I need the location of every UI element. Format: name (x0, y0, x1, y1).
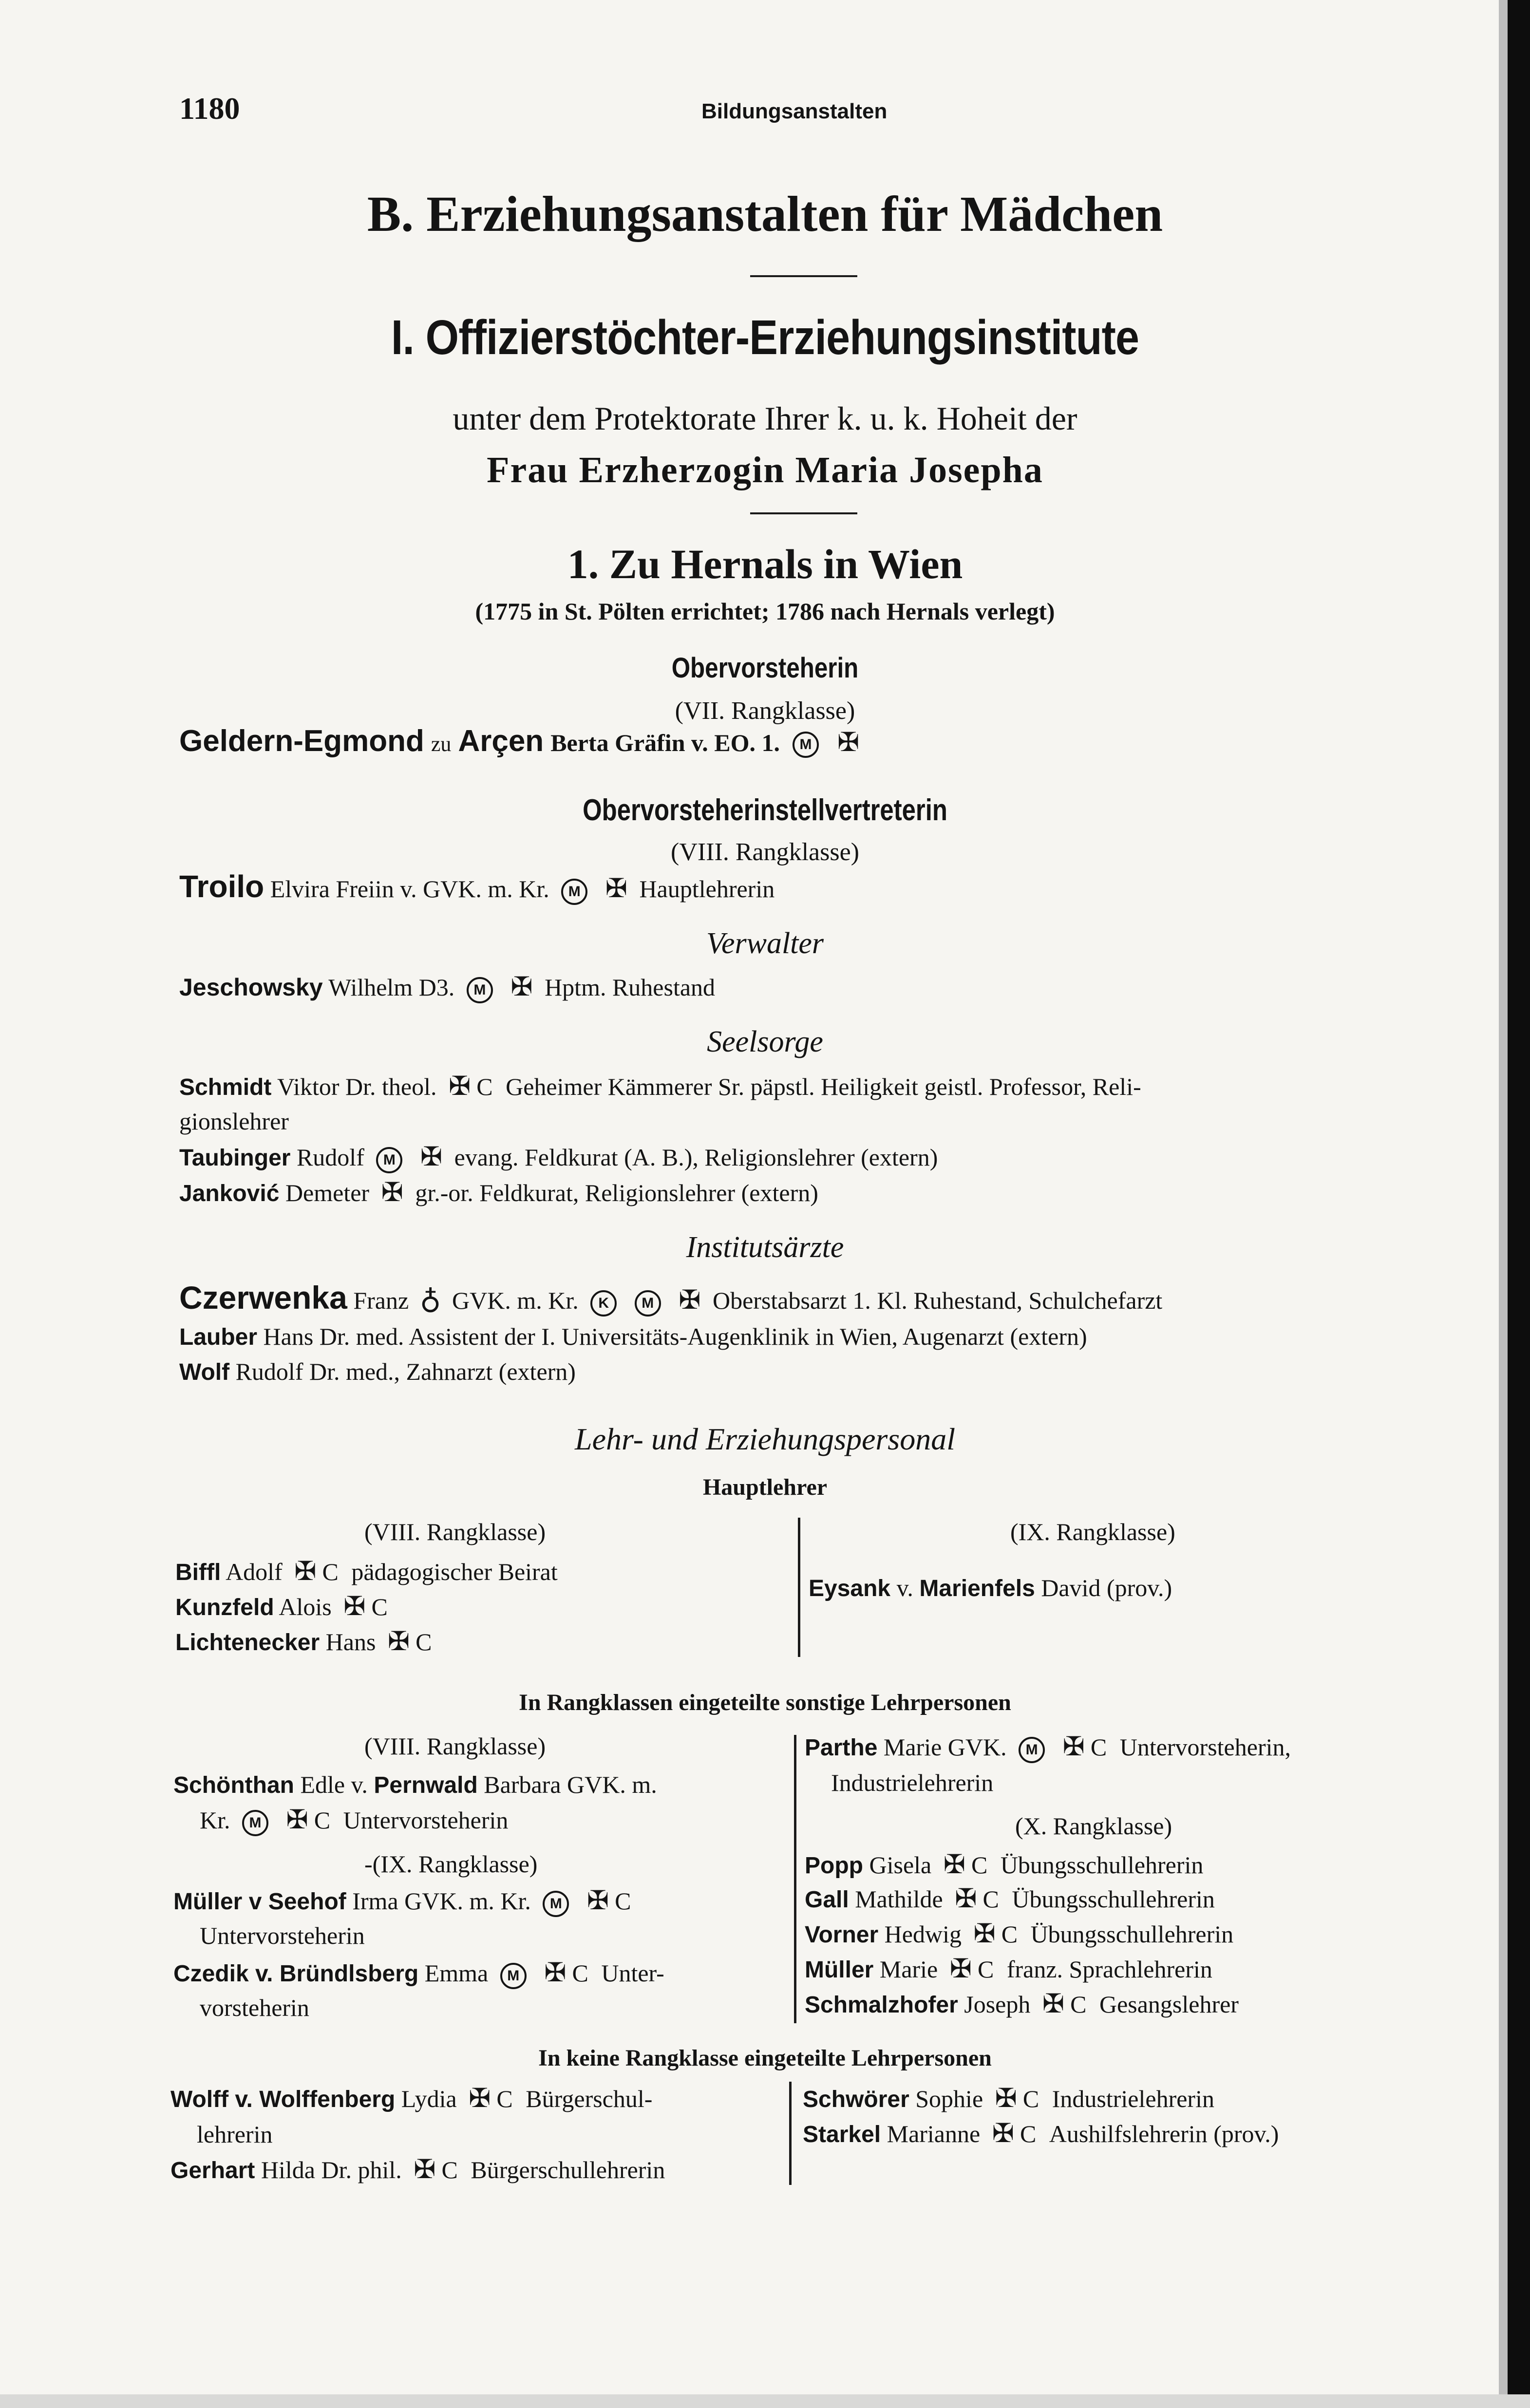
person-details: Hans Dr. med. Assistent der I. Universitäts-Augenklinik in Wien, Augenarzt (extern) (263, 1323, 1087, 1350)
cross-c-suffix: C (322, 1558, 339, 1585)
person-details: Mathilde (855, 1885, 943, 1913)
cross-c-suffix: C (1022, 2085, 1039, 2112)
person-details: Kr. (200, 1806, 230, 1834)
entry-mueller-marie (805, 1954, 1212, 1985)
person-name: Wolff v. Wolffenberg (170, 2087, 396, 2112)
cross-icon: ✠ (544, 1957, 567, 1988)
entry-gerhart (170, 2155, 665, 2185)
cross-icon: ✠ (343, 1591, 366, 1621)
person-role: Gesangslehrer (1099, 1991, 1239, 2018)
person-details: Lydia (401, 2085, 457, 2112)
column-divider (789, 2082, 792, 2185)
cross-icon: ✠ (679, 1284, 701, 1315)
person-role: franz. Sprachlehrerin (1006, 1956, 1212, 1983)
person-details: Franz (353, 1287, 409, 1314)
person-name: Popp (805, 1853, 863, 1879)
cross-icon: ✠ (995, 2083, 1017, 2113)
seelsorge-heading: Seelsorge (707, 1025, 823, 1058)
entry-czedik (173, 1958, 664, 1989)
person-role: Unter- (601, 1959, 664, 1987)
person-details: Marie GVK. (883, 1733, 1007, 1761)
entry-schmidt-cont (179, 1107, 289, 1136)
entry-biffl (175, 1557, 558, 1587)
entry-schwoerer (803, 2084, 1214, 2114)
entry-troilo (179, 869, 775, 905)
person-role: Bürgerschullehrerin (471, 2156, 665, 2183)
entry-lauber (179, 1322, 1087, 1352)
stellvertreterin-heading: Obervorsteherinstellvertreterin (583, 793, 947, 827)
entry-kunzfeld (175, 1592, 388, 1622)
person-name: Müller v Seehof (173, 1889, 346, 1915)
entry-jeschowsky (179, 972, 715, 1003)
m-badge-icon: M (1019, 1737, 1045, 1763)
divider (750, 512, 857, 514)
particle: v. (896, 1574, 913, 1601)
person-name: Gall (805, 1887, 849, 1913)
person-name: Schmidt (179, 1074, 272, 1100)
person-name: Müller (805, 1957, 874, 1983)
m-badge-icon: M (242, 1810, 268, 1836)
cross-icon: ✠ (469, 2083, 491, 2113)
entry-czerwenka (179, 1279, 1163, 1317)
person-role: Untervorsteherin (343, 1806, 509, 1834)
person-details: Viktor Dr. theol. (277, 1073, 437, 1100)
m-badge-icon: M (376, 1147, 402, 1173)
entry-eysank (809, 1573, 1172, 1603)
person-role: Geheimer Kämmerer Sr. päpstl. Heiligkeit geistl. Professor, Reli- (506, 1073, 1141, 1100)
cross-icon: ✠ (992, 2118, 1014, 2148)
cross-c-suffix: C (1001, 1920, 1018, 1948)
cross-icon: ✠ (294, 1556, 317, 1586)
person-name: Geldern-Egmond (179, 724, 424, 758)
person-role: Übungsschullehrerin (1000, 1851, 1204, 1879)
person-details: Wilhelm D3. (328, 974, 455, 1001)
person-name: Gerhart (170, 2158, 255, 2183)
rank-label: (X. Rangklasse) (1015, 1812, 1172, 1840)
person-role: Industrielehrerin (1052, 2085, 1214, 2112)
cross-icon: ✠ (955, 1883, 977, 1914)
cross-icon: ✠ (586, 1885, 609, 1916)
person-details: Elvira Freiin v. GVK. m. Kr. (270, 875, 549, 903)
cross-icon: ✠ (510, 971, 533, 1002)
obervorsteherin-heading: Obervorsteherin (671, 652, 859, 684)
person-role: vorsteherin (200, 1994, 309, 2021)
person-role: gr.-or. Feldkurat, Religionslehrer (extern) (415, 1179, 818, 1206)
person-details: Demeter (285, 1179, 370, 1206)
keine-heading: In keine Rangklasse eingeteilte Lehrpersonen (538, 2045, 992, 2071)
cross-icon: ✠ (943, 1849, 965, 1880)
person-name: Kunzfeld (175, 1595, 274, 1620)
rank-label: (VIII. Rangklasse) (364, 1518, 546, 1545)
lehr-heading: Lehr- und Erziehungspersonal (575, 1422, 955, 1456)
entry-popp (805, 1850, 1203, 1881)
person-role: gionslehrer (179, 1108, 289, 1135)
entry-geldern (179, 724, 865, 759)
hauptlehrer-heading: Hauptlehrer (702, 1474, 828, 1500)
person-role: Aushilfslehrerin (prov.) (1049, 2120, 1279, 2147)
entry-czedik-cont (200, 1993, 309, 2022)
person-role: Übungsschullehrerin (1030, 1920, 1234, 1948)
person-name: Arçen (458, 724, 544, 758)
person-name: Taubinger (179, 1145, 291, 1171)
m-badge-icon: M (561, 879, 587, 905)
entry-gall (805, 1884, 1215, 1915)
cross-icon: ✠ (949, 1953, 972, 1984)
person-name: Marienfels (919, 1576, 1035, 1601)
person-name: Czedik v. Bründlsberg (173, 1961, 419, 1987)
person-details: David (prov.) (1041, 1574, 1172, 1601)
entry-parthe (805, 1732, 1291, 1763)
person-details: Hilda Dr. phil. (261, 2156, 402, 2183)
person-name: Eysank (809, 1576, 891, 1601)
protectorate-name: Frau Erzherzogin Maria Josepha (487, 450, 1043, 490)
cross-icon: ✠ (973, 1918, 996, 1949)
person-name: Schwörer (803, 2087, 909, 2112)
person-details: Sophie (915, 2085, 983, 2112)
section-title: B. Erziehungsanstalten für Mädchen (367, 186, 1163, 242)
person-role: Bürgerschul- (526, 2085, 653, 2112)
person-role: Hptm. Ruhestand (545, 974, 716, 1001)
cross-c-suffix: C (441, 2156, 458, 2183)
m-badge-icon: M (543, 1891, 569, 1917)
cross-c-suffix: C (1020, 2120, 1037, 2147)
person-details: Marie (879, 1956, 938, 1983)
institute-note: (1775 in St. Pölten errichtet; 1786 nach Hernals verlegt) (475, 598, 1055, 625)
person-name: Troilo (179, 869, 264, 904)
person-role: lehrerin (197, 2121, 273, 2148)
cross-c-suffix: C (476, 1073, 493, 1100)
cross-icon: ✠ (1042, 1988, 1065, 2019)
person-details: Adolf (226, 1558, 283, 1585)
cross-c-suffix: C (371, 1593, 388, 1620)
cross-c-suffix: C (496, 2085, 513, 2112)
rank-label: (VIII. Rangklasse) (671, 838, 859, 866)
person-role: evang. Feldkurat (A. B.), Religionslehrer (extern) (454, 1144, 938, 1171)
particle: zu (431, 732, 452, 756)
k-badge-icon: K (590, 1290, 617, 1317)
entry-schmalzhofer (805, 1989, 1239, 2020)
person-role: Übungsschullehrerin (1012, 1885, 1215, 1913)
entry-schoenthan-cont (200, 1805, 508, 1836)
cross-c-suffix: C (1090, 1733, 1107, 1761)
cross-c-suffix: C (971, 1851, 988, 1879)
m-badge-icon: M (500, 1963, 527, 1989)
entry-parthe-cont (831, 1768, 993, 1797)
person-role: Industrielehrerin (831, 1769, 994, 1796)
rank-label: -(IX. Rangklasse) (364, 1850, 538, 1878)
aerzte-heading: Institutsärzte (686, 1231, 844, 1264)
cross-icon: ✠ (387, 1626, 410, 1656)
cross-c-suffix: C (1070, 1991, 1087, 2018)
rank-label: (VIII. Rangklasse) (364, 1732, 546, 1760)
person-details: Hans (325, 1628, 376, 1656)
column-divider (798, 1518, 800, 1657)
person-name: Biffl (175, 1560, 221, 1585)
person-name: Jeschowsky (179, 974, 323, 1001)
cross-icon: ✠ (448, 1071, 471, 1101)
entry-taubinger (179, 1142, 938, 1173)
person-details: Irma GVK. m. Kr. (352, 1887, 531, 1915)
person-name: Lauber (179, 1324, 258, 1350)
person-role: Untervorsteherin (200, 1922, 365, 1949)
page-number: 1180 (179, 91, 240, 126)
person-name: Vorner (805, 1922, 879, 1948)
entry-mueller-seehof-cont (200, 1921, 365, 1950)
person-details: Alois (279, 1593, 332, 1620)
cross-c-suffix: C (314, 1806, 331, 1834)
person-name: Janković (179, 1181, 280, 1206)
cross-icon: ✠ (420, 1141, 443, 1172)
entry-vorner (805, 1919, 1233, 1950)
entry-schmidt (179, 1072, 1141, 1102)
person-details: Hedwig (884, 1920, 962, 1948)
entry-wolff (170, 2084, 652, 2114)
rank-label: (IX. Rangklasse) (1010, 1518, 1175, 1545)
m-badge-icon: M (635, 1290, 661, 1317)
person-name: Schmalzhofer (805, 1992, 958, 2018)
entry-wolff-cont (197, 2120, 272, 2149)
cross-icon: ✠ (414, 2154, 436, 2184)
person-name: Schönthan (173, 1772, 294, 1798)
person-name: Parthe (805, 1735, 878, 1761)
cross-icon: ✠ (286, 1804, 308, 1835)
column-divider (794, 1735, 796, 2023)
cross-icon: ✠ (381, 1177, 403, 1207)
person-role: pädagogischer Beirat (351, 1558, 558, 1585)
person-role: Hauptlehrerin (639, 875, 775, 903)
cross-icon: ✠ (1062, 1731, 1085, 1762)
cross-c-suffix: C (416, 1628, 432, 1656)
person-role: Untervorsteherin, (1119, 1733, 1291, 1761)
person-name: Pernwald (374, 1772, 478, 1798)
entry-mueller-seehof (173, 1886, 631, 1917)
medal-icon: ♁ (419, 1283, 441, 1315)
cross-icon: ✠ (837, 727, 860, 757)
person-role: Oberstabsarzt 1. Kl. Ruhestand, Schulchefarzt (713, 1287, 1163, 1314)
person-details: Gisela (869, 1851, 932, 1879)
subsection-title: I. Offizierstöchter-Erziehungsinstitute (391, 310, 1139, 365)
person-name: Czerwenka (179, 1279, 347, 1316)
person-details: Joseph (964, 1991, 1031, 2018)
rank-label: (VII. Rangklasse) (675, 697, 855, 725)
sonstige-heading: In Rangklassen eingeteilte sonstige Lehrpersonen (519, 1690, 1011, 1715)
cross-c-suffix: C (615, 1887, 631, 1915)
cross-c-suffix: C (982, 1885, 999, 1913)
verwalter-heading: Verwalter (706, 927, 824, 960)
divider (750, 275, 857, 277)
entry-lichtenecker (175, 1627, 432, 1657)
person-details: Emma (424, 1959, 489, 1987)
institute-title: 1. Zu Hernals in Wien (567, 541, 963, 587)
page-edge-bottom (0, 2394, 1530, 2408)
running-title: Bildungsanstalten (701, 99, 888, 123)
protectorate-line: unter dem Protektorate Ihrer k. u. k. Hoheit der (453, 400, 1077, 437)
cross-c-suffix: C (978, 1956, 994, 1983)
entry-schoenthan (173, 1770, 657, 1800)
entry-wolf (179, 1357, 576, 1387)
entry-jankovic (179, 1178, 818, 1208)
m-badge-icon: M (793, 732, 819, 758)
particle: Edle v. (300, 1771, 368, 1798)
person-details: Berta Gräfin v. EO. 1. (550, 729, 780, 756)
entry-starkel (803, 2119, 1279, 2149)
person-details: Rudolf (296, 1144, 364, 1171)
cross-c-suffix: C (572, 1959, 588, 1987)
person-name: Lichtenecker (175, 1630, 320, 1656)
person-details: Barbara GVK. m. (484, 1771, 657, 1798)
cross-icon: ✠ (605, 873, 628, 903)
person-details: GVK. m. Kr. (452, 1287, 579, 1314)
person-name: Starkel (803, 2122, 881, 2147)
person-details: Rudolf Dr. med., Zahnarzt (extern) (235, 1358, 576, 1385)
person-details: Marianne (887, 2120, 981, 2147)
person-name: Wolf (179, 1359, 230, 1385)
m-badge-icon: M (467, 977, 493, 1003)
